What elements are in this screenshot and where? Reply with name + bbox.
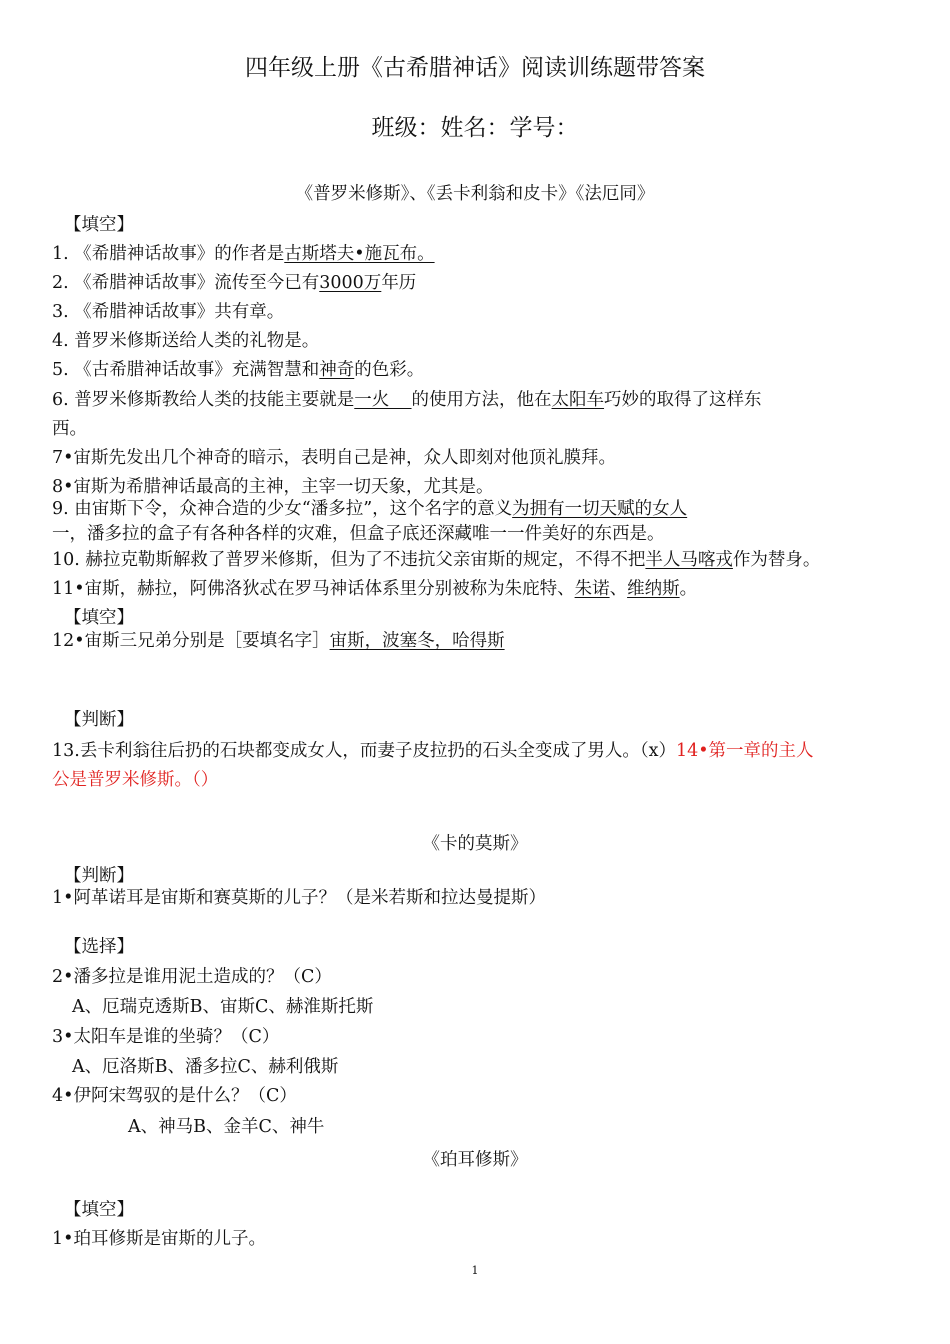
answer-1: 古斯塔夫•施瓦布。 [284,244,435,264]
question-9: 9. 由宙斯下令，众神合造的少女“潘多拉”，这个名字的意义为拥有一切天赋的女人 [52,499,688,519]
section-heading-perseus: 《珀耳修斯》 [422,1150,528,1170]
s2-question-4-options: A、神马B、金羊C、神牛 [128,1117,325,1137]
s3-question-1: 1•珀耳修斯是宙斯的儿子。 [52,1229,266,1249]
question-12: 12•宙斯三兄弟分别是［要填名字］宙斯，波塞冬，哈得斯 [52,631,505,651]
s2-question-1: 1•阿革诺耳是宙斯和赛莫斯的儿子？（是米若斯和拉达曼提斯） [52,888,546,908]
question-4: 4. 普罗米修斯送给人类的礼物是。 [52,331,320,351]
label-judge: 【判断】 [64,710,134,730]
question-9-continued: 一，潘多拉的盒子有各种各样的灾难，但盒子底还深藏唯一一件美好的东西是。 [52,524,665,544]
s2-question-3: 3•太阳车是谁的坐骑？（C） [52,1027,280,1047]
answer-6b: 太阳车 [551,390,605,410]
label-judge-2: 【判断】 [64,866,134,886]
label-fill-blank-2: 【填空】 [64,608,134,628]
document-title: 四年级上册《古希腊神话》阅读训练题带答案 [245,55,705,81]
question-7: 7•宙斯先发出几个神奇的暗示，表明自己是神，众人即刻对他顶礼膜拜。 [52,448,616,468]
s2-question-2: 2•潘多拉是谁用泥土造成的？（C） [52,967,332,987]
label-fill-blank: 【填空】 [64,215,134,235]
answer-2: 3000万 [319,273,382,293]
question-8: 8•宙斯为希腊神话最高的主神，主宰一切天象，尤其是。 [52,477,494,497]
question-5: 5. 《古希腊神话故事》充满智慧和神奇的色彩。 [52,360,425,380]
question-6: 6. 普罗米修斯教给人类的技能主要就是一火 的使用方法，他在太阳车巧妙的取得了这样东 [52,390,762,410]
student-info-line: 班级：姓名：学号： [371,115,579,141]
label-choice: 【选择】 [64,937,134,957]
label-fill-blank-3: 【填空】 [64,1200,134,1220]
answer-10: 半人马喀戎 [645,550,733,570]
question-14-continued: 公是普罗米修斯。（） [52,770,219,790]
answer-9: 为拥有一切天赋的女人 [512,499,688,519]
question-13: 13.丢卡利翁往后扔的石块都变成女人，而妻子皮拉扔的石头全变成了男人。（x）14•第一章的主人 [52,741,814,761]
s2-question-3-options: A、厄洛斯B、潘多拉C、赫利俄斯 [72,1057,339,1077]
page-number: 1 [471,1264,479,1277]
answer-5: 神奇 [319,360,355,380]
question-14: 14•第一章的主人 [675,741,814,761]
section-heading-prometheus: 《普罗米修斯》、《丢卡利翁和皮卡》《法厄同》 [295,184,655,204]
question-1: 1. 《希腊神话故事》的作者是古斯塔夫•施瓦布。 [52,244,435,264]
answer-11b: 维纳斯 [627,579,680,599]
question-10: 10. 赫拉克勒斯解救了普罗米修斯，但为了不违抗父亲宙斯的规定，不得不把半人马喀戎作为替身。 [52,550,821,570]
question-6-continued: 西。 [52,419,87,439]
question-11: 11•宙斯，赫拉，阿佛洛狄忒在罗马神话体系里分别被称为朱庇特、朱诺、维纳斯。 [52,579,698,599]
question-2: 2. 《希腊神话故事》流传至今已有3000万年历 [52,273,417,293]
answer-11a: 朱诺 [574,579,610,599]
answer-6a: 一火 [354,390,412,410]
question-3: 3. 《希腊神话故事》共有章。 [52,302,285,322]
s2-question-2-options: A、厄瑞克透斯B、宙斯C、赫淮斯托斯 [72,997,374,1017]
section-heading-cadmus: 《卡的莫斯》 [422,834,528,854]
answer-12: 宙斯，波塞冬，哈得斯 [329,631,505,651]
s2-question-4: 4•伊阿宋驾驭的是什么？（C） [52,1086,297,1106]
